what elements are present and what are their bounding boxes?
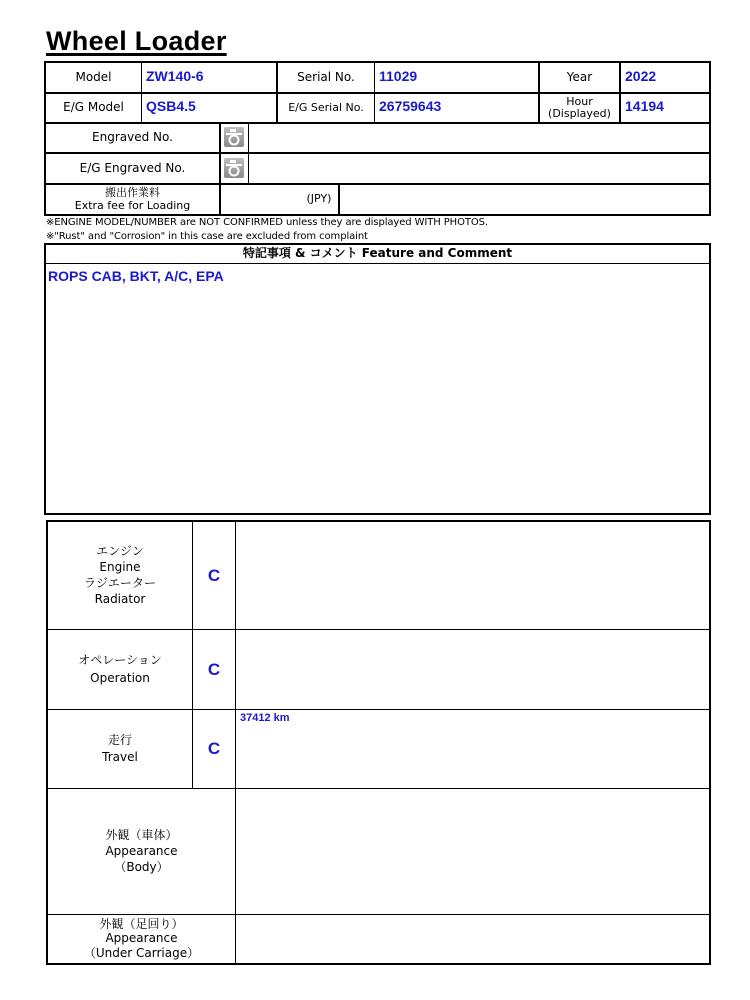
serial-value: 11029 (379, 68, 418, 84)
note-photos: ※ENGINE MODEL/NUMBER are NOT CONFIRMED unless they are displayed WITH PHOTOS. (46, 217, 488, 228)
eg-serial-label: E/G Serial No. (288, 100, 364, 114)
hour-label-line2: (Displayed) (548, 107, 611, 120)
operation-label-jp: オペレーション (78, 653, 162, 668)
travel-label-en: Travel (102, 750, 138, 764)
operation-label (48, 630, 192, 709)
eg-serial-value: 26759643 (379, 98, 442, 114)
travel-comment: 37412 km (240, 712, 290, 724)
operation-label-en: Operation (90, 670, 150, 685)
model-label: Model (75, 69, 112, 84)
engine-grade: C (207, 565, 221, 585)
eg-engraved-label: E/G Engraved No. (79, 160, 186, 175)
undercarriage-label-jp: 外観（足回り） (99, 917, 184, 932)
engine-label (48, 522, 192, 629)
engine-label-jp: エンジン (96, 543, 144, 558)
operation-grade: C (207, 659, 221, 679)
extra-fee-label-jp: 搬出作業料 (105, 186, 160, 200)
serial-label: Serial No. (297, 69, 355, 84)
radiator-label-jp: ラジエーター (83, 576, 156, 590)
eg-model-value: QSB4.5 (146, 98, 196, 114)
camera-icon[interactable] (224, 158, 244, 178)
undercarriage-label (48, 915, 235, 963)
hour-label (540, 94, 619, 122)
note-rust: ※"Rust" and "Corrosion" in this case are excluded from complaint (46, 231, 368, 242)
page-title: Wheel Loader (46, 26, 227, 56)
travel-label (48, 710, 192, 788)
year-label: Year (566, 69, 593, 84)
travel-label-jp: 走行 (107, 732, 132, 747)
hour-value: 14194 (625, 98, 664, 114)
currency-label: (JPY) (306, 192, 332, 206)
body-appearance-label-jp: 外観（車体） (105, 827, 178, 842)
feature-heading: 特記事項 & コメント Feature and Comment (242, 246, 513, 261)
undercarriage-label-sub: （Under Carriage） (83, 945, 200, 960)
extra-fee-label-en: Extra fee for Loading (74, 198, 191, 212)
model-value: ZW140-6 (146, 68, 204, 84)
engine-label-en: Engine (99, 559, 141, 574)
camera-icon[interactable] (224, 127, 244, 147)
feature-text: ROPS CAB, BKT, A/C, EPA (48, 268, 224, 284)
engraved-label: Engraved No. (92, 130, 173, 145)
radiator-label-en: Radiator (94, 592, 146, 607)
year-value: 2022 (625, 68, 657, 84)
travel-grade: C (207, 739, 221, 758)
body-appearance-label (48, 789, 235, 914)
body-appearance-label-en: Appearance (105, 843, 178, 858)
extra-fee-label (46, 185, 219, 214)
hour-label-line1: Hour (566, 94, 593, 108)
undercarriage-label-en: Appearance (105, 931, 178, 946)
eg-model-label: E/G Model (63, 100, 124, 115)
body-appearance-label-sub: （Body） (114, 860, 169, 875)
